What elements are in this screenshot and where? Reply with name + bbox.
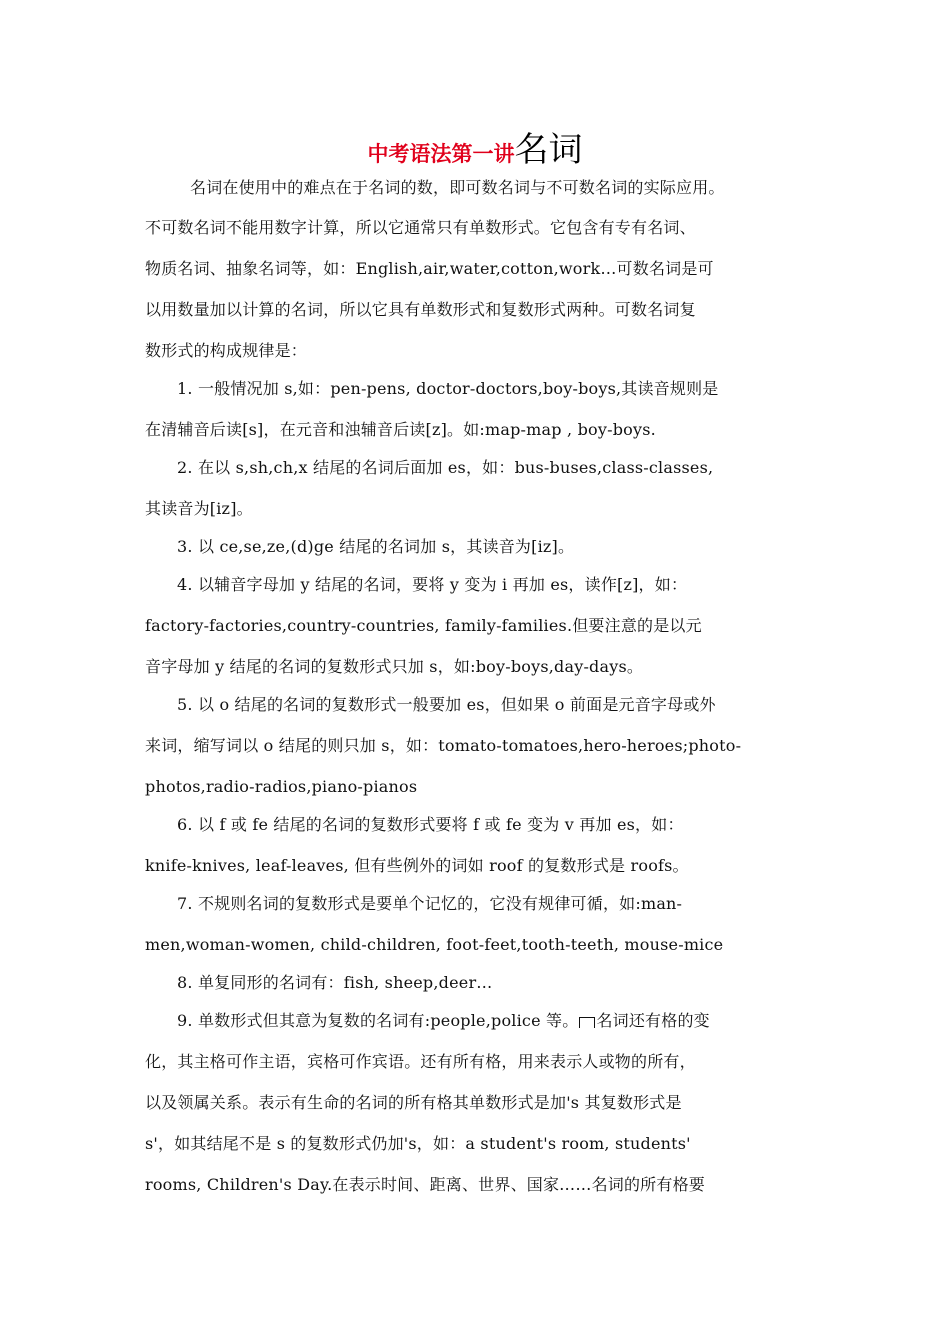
list-item-8: 8. 单复同形的名词有：fish, sheep,deer… — [177, 973, 493, 992]
list-item-6: 6. 以 f 或 fe 结尾的名词的复数形式要将 f 或 fe 变为 v 再加 es，如： — [177, 815, 684, 834]
page-title — [0, 128, 950, 178]
paragraph-continue: 名词还有格的变 — [596, 1011, 710, 1030]
list-item-2-cont: 其读音为[iz]。 — [145, 499, 253, 518]
list-item-3: 3. 以 ce,se,ze,(d)ge 结尾的名词加 s，其读音为[iz]。 — [177, 537, 575, 556]
list-item-9-text: 9. 单数形式但其意为复数的名词有:people,police 等。 — [177, 1011, 579, 1030]
list-item-2: 2. 在以 s,sh,ch,x 结尾的名词后面加 es，如：bus-buses,class-classes, — [177, 458, 714, 477]
list-item-4-cont: 音字母加 y 结尾的名词的复数形式只加 s，如:boy-boys,day-days。 — [145, 657, 644, 676]
title-red-part: 中考语法第一讲 — [367, 142, 515, 166]
list-item-1-cont: 在清辅音后读[s]，在元音和浊辅音后读[z]。如:map-map , boy-boys. — [145, 420, 656, 439]
list-item-7-cont: men,woman-women, child-children, foot-feet,tooth-teeth, mouse-mice — [145, 935, 724, 954]
paragraph-line: s'，如其结尾不是 s 的复数形式仍加's，如：a student's room, students' — [145, 1134, 691, 1153]
list-item-1: 1. 一般情况加 s,如：pen-pens, doctor-doctors,boy-boys,其读音规则是 — [177, 379, 719, 398]
list-item-7: 7. 不规则名词的复数形式是要单个记忆的，它没有规律可循，如:man- — [177, 894, 683, 913]
paragraph-line: 物质名词、抽象名词等，如：English,air,water,cotton,work…可数名词是可 — [145, 259, 714, 278]
list-item-5: 5. 以 o 结尾的名词的复数形式一般要加 es，但如果 o 前面是元音字母或外 — [177, 695, 716, 714]
list-item-4-cont: factory-factories,country-countries, family-families.但要注意的是以元 — [145, 616, 702, 635]
paragraph-line: 数形式的构成规律是： — [145, 341, 308, 360]
paragraph-line: 名词在使用中的难点在于名词的数，即可数名词与不可数名词的实际应用。 — [190, 178, 725, 197]
section-break-mark — [579, 1017, 595, 1028]
paragraph-line: 不可数名词不能用数字计算，所以它通常只有单数形式。它包含有专有名词、 — [145, 218, 696, 237]
list-item-5-cont: photos,radio-radios,piano-pianos — [145, 777, 418, 796]
list-item-6-cont: knife-knives, leaf-leaves, 但有些例外的词如 roof 的复数形式是 roofs。 — [145, 856, 689, 875]
paragraph-line: 化，其主格可作主语，宾格可作宾语。还有所有格，用来表示人或物的所有， — [145, 1052, 696, 1071]
title-black-part: 名词 — [514, 130, 583, 170]
paragraph-line: rooms, Children's Day.在表示时间、距离、世界、国家……名词的所有格要 — [145, 1175, 705, 1194]
list-item-9 — [177, 1010, 710, 1032]
list-item-4: 4. 以辅音字母加 y 结尾的名词，要将 y 变为 i 再加 es，读作[z]，如： — [177, 575, 688, 594]
paragraph-line: 以及领属关系。表示有生命的名词的所有格其单数形式是加's 其复数形式是 — [145, 1093, 682, 1112]
paragraph-line: 以用数量加以计算的名词，所以它具有单数形式和复数形式两种。可数名词复 — [145, 300, 696, 319]
list-item-5-cont: 来词，缩写词以 o 结尾的则只加 s，如：tomato-tomatoes,hero-heroes;photo- — [145, 736, 742, 755]
